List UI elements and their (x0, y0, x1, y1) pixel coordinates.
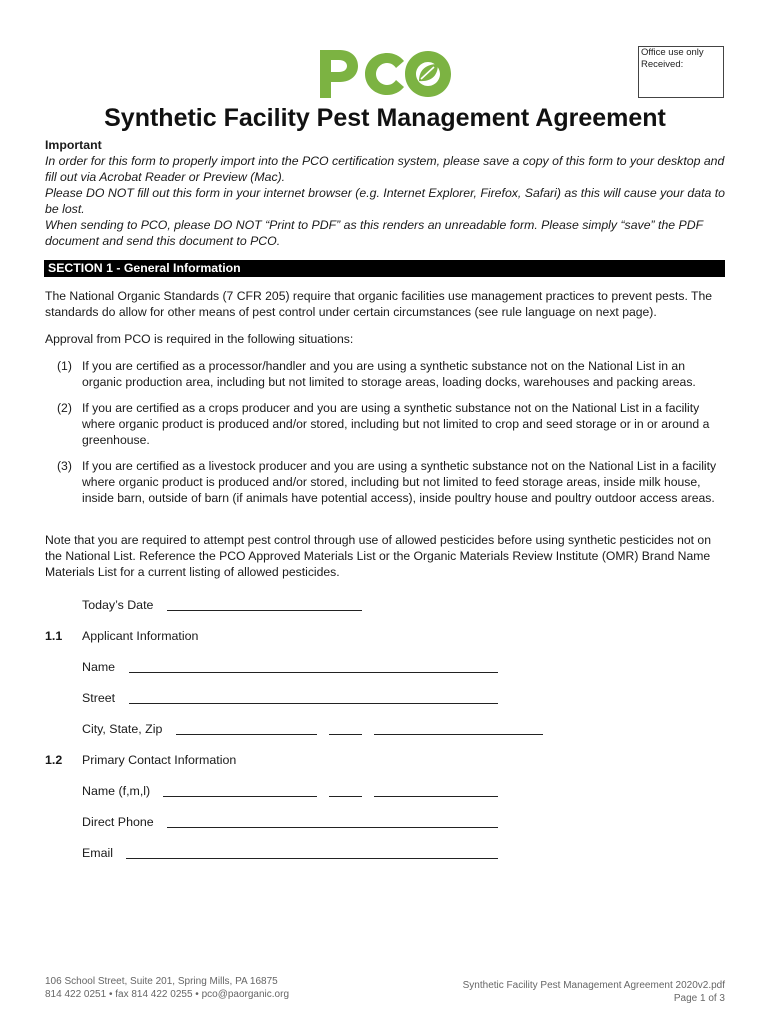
email-label: Email (82, 846, 113, 860)
applicant-info-label: Applicant Information (82, 629, 199, 643)
footer-contact: 814 422 0251 • fax 814 422 0255 • pco@paorganic.org (45, 989, 290, 1000)
note-paragraph: Note that you are required to attempt pest control through use of allowed pesticides before using synthetic pesticides not on the National List. Reference the PCO Approved Materials List or the Organic Materials Review Institute (OMR) Brand Name Materials List for a current listing of allowed pesticides. (45, 533, 711, 579)
section-1-2-number: 1.2 (45, 753, 63, 767)
contact-first-name-field[interactable] (163, 796, 317, 797)
state-field[interactable] (329, 734, 362, 735)
important-heading: Important (45, 138, 102, 152)
contact-middle-initial-field[interactable] (329, 796, 362, 797)
city-field[interactable] (176, 734, 317, 735)
contact-last-name-field[interactable] (374, 796, 498, 797)
pco-logo-graphic (318, 48, 452, 100)
applicant-name-field[interactable] (129, 672, 498, 673)
street-label: Street (82, 691, 116, 705)
todays-date-field[interactable] (167, 610, 362, 611)
situation-2-number: (2) (57, 401, 72, 415)
important-line-1: In order for this form to properly import into the PCO certification system, please save a copy of this form to your desktop and fill out via Acrobat Reader or Preview (Mac). (45, 154, 725, 184)
important-line-3: When sending to PCO, please DO NOT “Print to PDF” as this renders an unreadable form. Please simply “save” the PDF document and send this document to PCO. (45, 218, 703, 248)
primary-contact-label: Primary Contact Information (82, 753, 237, 767)
email-field[interactable] (126, 858, 498, 859)
footer-address: 106 School Street, Suite 201, Spring Mills, PA 16875 (45, 976, 278, 987)
direct-phone-field[interactable] (167, 827, 498, 828)
intro-paragraph: The National Organic Standards (7 CFR 205) require that organic facilities use management practices to prevent pests. The standards do allow for other means of pest control under certain circumstances (see rule language on next page). (45, 289, 713, 319)
situation-1-text: If you are certified as a processor/handler and you are using a synthetic substance not on the National List in an organic production area, including but not limited to storage areas, loading docks, warehouses and packing areas. (82, 359, 696, 389)
situation-3-text: If you are certified as a livestock producer and you are using a synthetic substance not on the National List in a facility where organic product is produced and/or stored, including but not limited to feed storage areas, inside milk house, inside barn, outside of barn (if animals have potential access), inside poultry house and poultry outdoor access areas. (82, 459, 717, 505)
footer-page-number: Page 1 of 3 (673, 993, 725, 1004)
footer-document-name: Synthetic Facility Pest Management Agreement 2020v2.pdf (462, 980, 725, 991)
situation-3-number: (3) (57, 459, 72, 473)
zip-field[interactable] (374, 734, 543, 735)
received-label: Received: (641, 59, 684, 70)
contact-name-label: Name (f,m,l) (82, 784, 151, 798)
important-line-2: Please DO NOT fill out this form in your internet browser (e.g. Internet Explorer, Firefox, Safari) as this will cause your data to be lost. (45, 186, 726, 216)
direct-phone-label: Direct Phone (82, 815, 154, 829)
todays-date-label: Today’s Date (82, 598, 154, 612)
page-title: Synthetic Facility Pest Management Agreement (104, 104, 666, 132)
office-use-box (638, 46, 724, 98)
office-use-label: Office use only (641, 47, 704, 58)
section-1-1-number: 1.1 (45, 629, 63, 643)
situation-2-text: If you are certified as a crops producer and you are using a synthetic substance not on the National List in a facility where organic product is produced and/or stored, including but not limited to crop and seed storage or in or around a greenhouse. (82, 401, 710, 447)
pco-logo (318, 48, 452, 105)
street-field[interactable] (129, 703, 498, 704)
important-notice (45, 137, 735, 249)
name-label: Name (82, 660, 116, 674)
section-1-header: SECTION 1 - General Information (44, 260, 725, 277)
situation-1-number: (1) (57, 359, 72, 373)
city-state-zip-label: City, State, Zip (82, 722, 163, 736)
approval-intro: Approval from PCO is required in the following situations: (45, 332, 354, 346)
